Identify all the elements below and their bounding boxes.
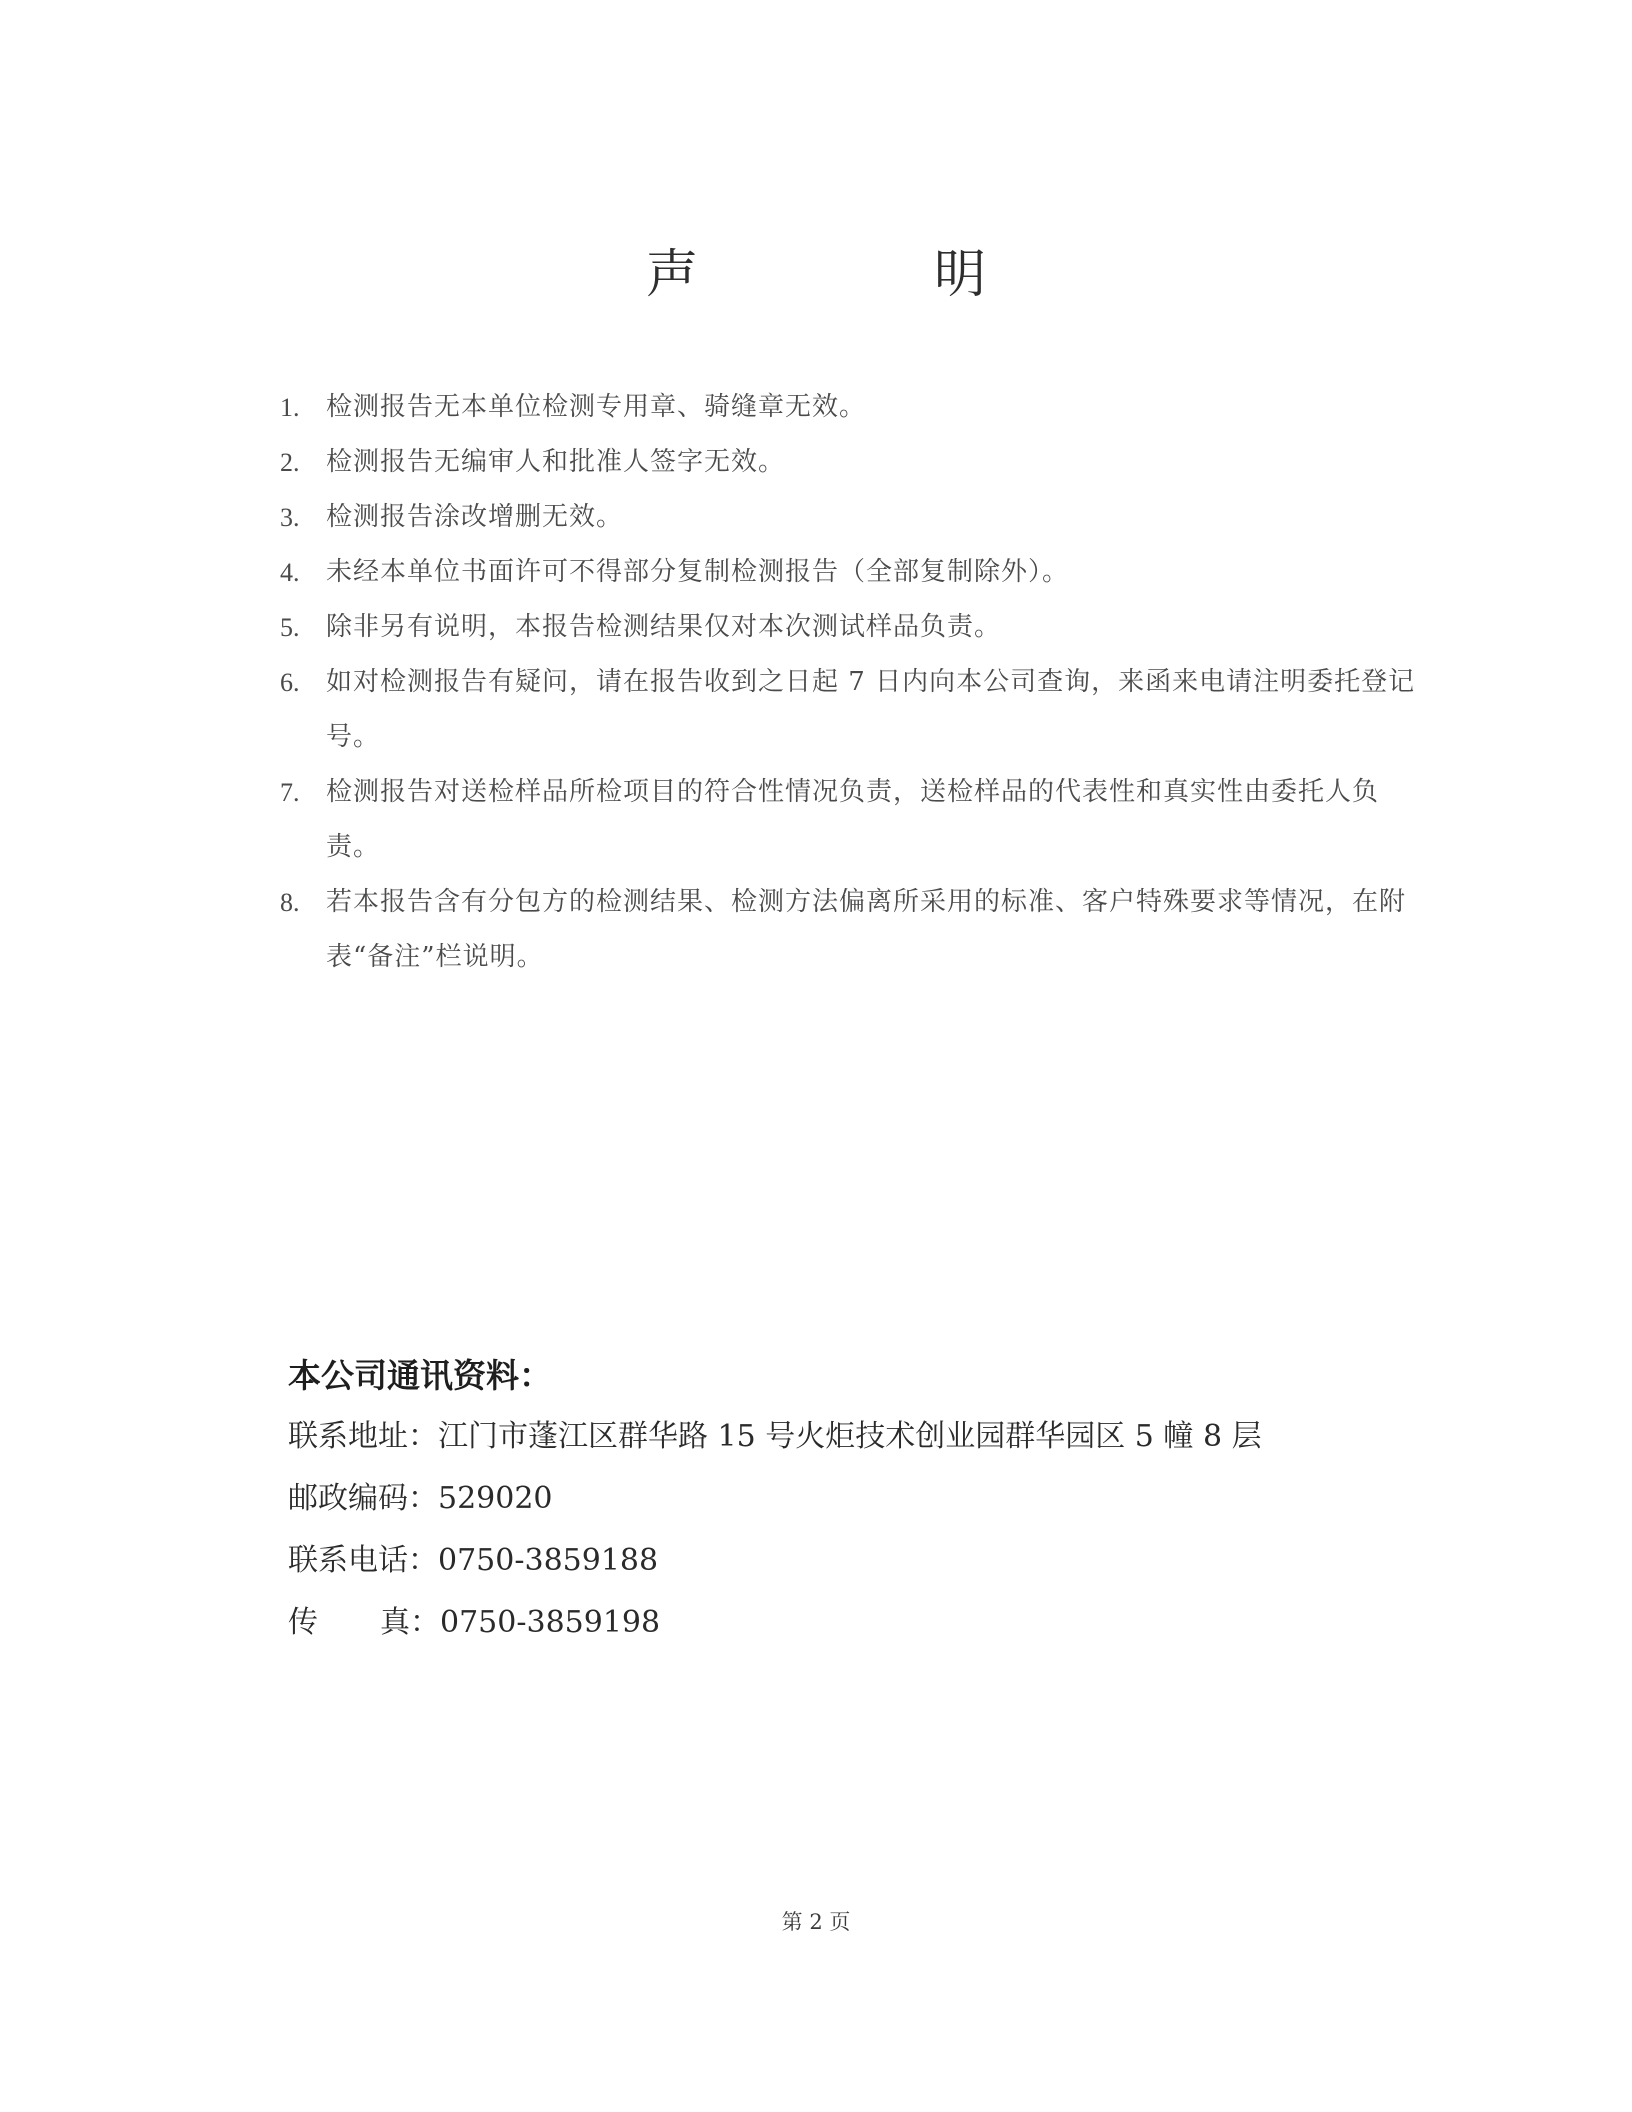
declaration-number: 7. [280, 778, 300, 807]
declaration-text: 若本报告含有分包方的检测结果、检测方法偏离所采用的标准、客户特殊要求等情况，在附表“备注”栏说明。 [326, 887, 1407, 972]
declaration-item [280, 765, 1420, 875]
declaration-text: 检测报告无本单位检测专用章、骑缝章无效。 [326, 392, 867, 422]
declaration-number: 4. [280, 558, 300, 587]
declaration-text: 如对检测报告有疑问，请在报告收到之日起 7 日内向本公司查询，来函来电请注明委托登记号。 [326, 667, 1416, 752]
contact-heading: 本公司通讯资料： [288, 1356, 552, 1395]
page-title: 声 明 [645, 245, 1078, 305]
postcode-value: 529020 [438, 1481, 553, 1516]
declaration-item [280, 435, 1420, 490]
phone-row [288, 1530, 1488, 1592]
contact-section [288, 1350, 1488, 1654]
declaration-list [280, 380, 1420, 985]
postcode-row [288, 1468, 1488, 1530]
declaration-number: 8. [280, 888, 300, 917]
phone-label: 联系电话： [288, 1543, 438, 1578]
declaration-item [280, 490, 1420, 545]
fax-label-second: 真： [380, 1605, 440, 1640]
page-number: 第 2 页 [781, 1910, 851, 1934]
declaration-item [280, 655, 1420, 765]
declaration-number: 1. [280, 393, 300, 422]
address-row [288, 1406, 1488, 1468]
declaration-item [280, 875, 1420, 985]
fax-row [288, 1592, 1488, 1654]
declaration-item [280, 545, 1420, 600]
declaration-text: 检测报告涂改增删无效。 [326, 502, 624, 532]
declaration-number: 5. [280, 613, 300, 642]
address-label: 联系地址： [288, 1419, 438, 1454]
declaration-item [280, 380, 1420, 435]
phone-value: 0750-3859188 [438, 1543, 659, 1578]
declaration-text: 除非另有说明，本报告检测结果仅对本次测试样品负责。 [326, 612, 1002, 642]
declaration-text: 检测报告对送检样品所检项目的符合性情况负责，送检样品的代表性和真实性由委托人负责。 [326, 777, 1380, 862]
fax-value: 0750-3859198 [440, 1605, 661, 1640]
fax-label-first: 传 [288, 1605, 318, 1640]
postcode-label: 邮政编码： [288, 1481, 438, 1516]
declaration-number: 6. [280, 668, 300, 697]
declaration-number: 2. [280, 448, 300, 477]
declaration-text: 检测报告无编审人和批准人签字无效。 [326, 447, 786, 477]
declaration-number: 3. [280, 503, 300, 532]
declaration-item [280, 600, 1420, 655]
address-value: 江门市蓬江区群华路 15 号火炬技术创业园群华园区 5 幢 8 层 [438, 1419, 1262, 1454]
declaration-text: 未经本单位书面许可不得部分复制检测报告（全部复制除外）。 [326, 557, 1070, 587]
